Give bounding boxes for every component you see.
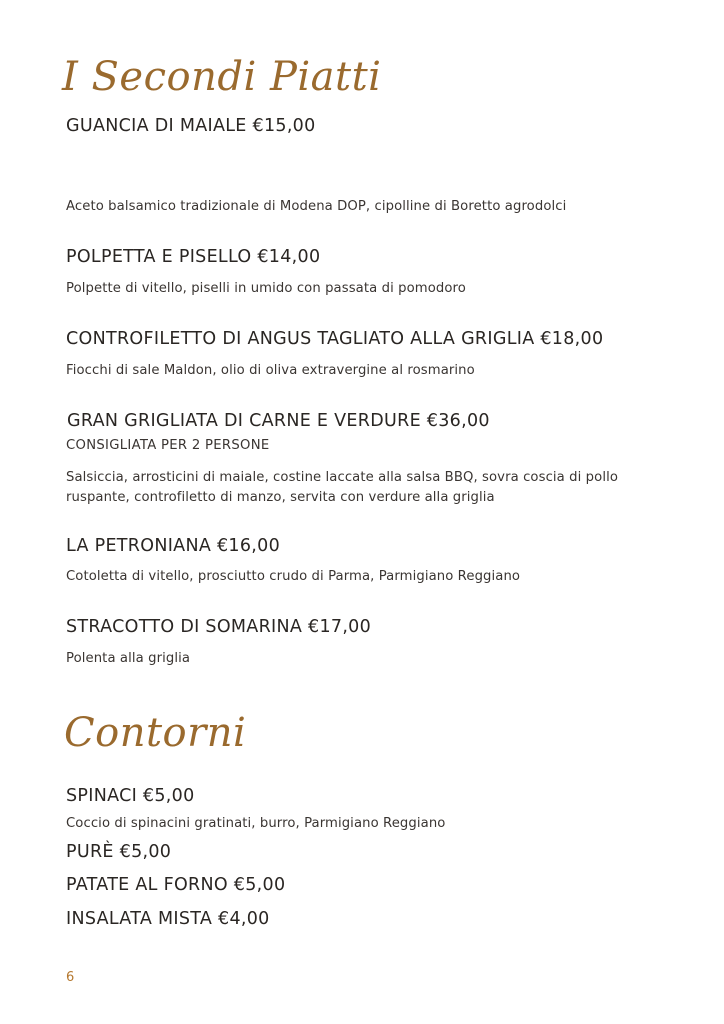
item-title-polpetta: POLPETTA E PISELLO €14,00 <box>66 247 321 267</box>
section-title-contorni: Contorni <box>64 710 247 756</box>
item-title-pure: PURÈ €5,00 <box>66 842 172 862</box>
item-title-patate: PATATE AL FORNO €5,00 <box>66 875 286 895</box>
item-title-petroniana: LA PETRONIANA €16,00 <box>66 536 281 556</box>
page-number: 6 <box>66 970 75 985</box>
item-description-stracotto: Polenta alla griglia <box>66 651 191 666</box>
item-title-controfiletto: CONTROFILETTO DI ANGUS TAGLIATO ALLA GRIGLIA €18,00 <box>66 329 604 349</box>
item-description-grigliata: Salsiccia, arrosticini di maiale, costine laccate alla salsa BBQ, sovra coscia di pollo ruspante, controfiletto di manzo, servita con verdure alla griglia <box>66 470 619 505</box>
item-description-polpetta: Polpette di vitello, piselli in umido con passata di pomodoro <box>66 281 466 296</box>
item-title-spinaci: SPINACI €5,00 <box>66 786 195 806</box>
item-title-stracotto: STRACOTTO DI SOMARINA €17,00 <box>66 617 372 637</box>
item-title-insalata: INSALATA MISTA €4,00 <box>66 909 270 929</box>
section-title-secondi: I Secondi Piatti <box>62 54 382 100</box>
item-description-guancia: Aceto balsamico tradizionale di Modena DOP, cipolline di Boretto agrodolci <box>66 199 567 214</box>
item-description-petroniana: Cotoletta di vitello, prosciutto crudo di Parma, Parmigiano Reggiano <box>66 569 521 584</box>
item-description-controfiletto: Fiocchi di sale Maldon, olio di oliva extravergine al rosmarino <box>66 363 475 378</box>
item-description-spinaci: Coccio di spinacini gratinati, burro, Parmigiano Reggiano <box>66 816 446 831</box>
item-title-grigliata: GRAN GRIGLIATA DI CARNE E VERDURE €36,00 <box>67 411 490 431</box>
item-note-grigliata: CONSIGLIATA PER 2 PERSONE <box>66 438 270 453</box>
item-title-guancia: GUANCIA DI MAIALE €15,00 <box>66 116 316 136</box>
